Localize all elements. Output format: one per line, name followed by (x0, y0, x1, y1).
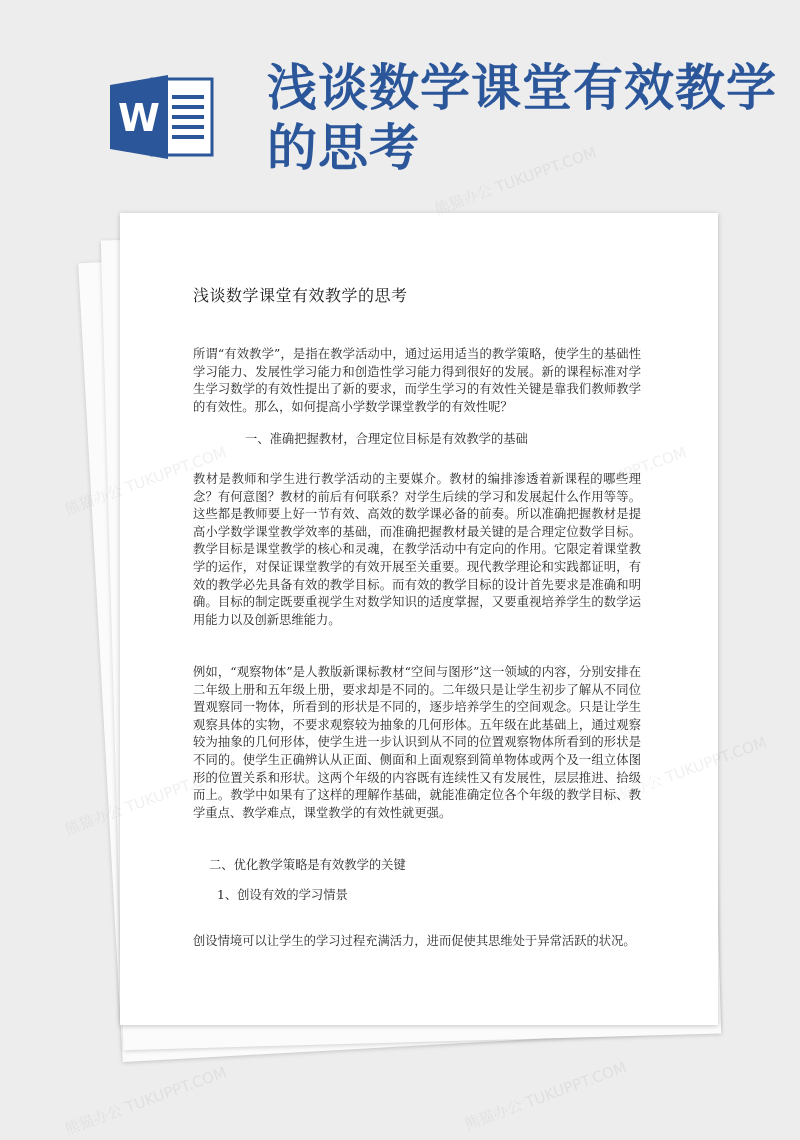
document-title: 浅谈数学课堂有效教学的思考 (193, 286, 408, 305)
watermark: 熊猫办公 TUKUPPT.COM (432, 143, 599, 219)
subsection-heading-1: 1、创设有效的学习情景 (217, 888, 348, 902)
document-page (120, 213, 718, 1025)
banner-title: 浅谈数学课堂有效教学的思考 (267, 59, 777, 177)
paragraph-situation: 创设情境可以让学生的学习过程充满活力，进而促使其思维处于异常活跃的状况。 (193, 934, 636, 948)
section-heading-1: 一、准确把握教材，合理定位目标是有效教学的基础 (245, 432, 528, 446)
svg-text:W: W (118, 96, 160, 140)
paragraph-example: 例如，“观察物体”是人教版新课标教材“空间与图形”这一领域的内容，分别安排在二年级上册和五年级上册，要求却是不同的。二年级只是让学生初步了解从不同位置观察同一物体，所看到的形状是不同的，逐步培养学生的空间观念。只是让学生观察具体的实物，不要求观察较为抽象的几何形体。五年级在此基础上，通过观察较为抽象的几何形体，使学生进一步认识到从不同的位置观察物体所看到的形状是不同的。使学生正确辨认从正面、侧面和上面观察到简单物体或两个及一组立体图形的位置关系和形状。这两个年级的内容既有连续性又有发展性，层层推进、拾级而上。教学中如果有了这样的理解作基础，就能准确定位各个年级的教学目标、教学重点、教学难点，课堂教学的有效性就更强。 (193, 665, 641, 820)
watermark: 熊猫办公 (62, 801, 125, 839)
watermark: 熊猫办公 TUKUPPT.COM (62, 1063, 229, 1139)
watermark: 熊猫办公 TUKUPPT.COM (462, 1058, 629, 1134)
banner (0, 0, 800, 210)
word-document-icon (110, 75, 216, 159)
paragraph-intro: 所谓“有效教学”，是指在教学活动中，通过运用适当的教学策略，使学生的基础性学习能力、发展性学习能力和创造性学习能力得到很好的发展。新的课程标准对学生学习数学的有效性提出了新的要求，而学生学习的有效性关键是靠我们教师教学的有效性。那么，如何提高小学数学课堂教学的有效性呢？ (193, 347, 641, 414)
paragraph-textbook: 教材是教师和学生进行教学活动的主要媒介。教材的编排渗透着新课程的哪些理念？有何意图？教材的前后有何联系？对学生后续的学习和发展起什么作用等等。这些都是教师要上好一节有效、高效的数学课必备的前奏。所以准确把握教材是提高小学数学课堂教学效率的基础，而准确把握教材最关键的是合理定位数学目标。教学目标是课堂教学的核心和灵魂，在教学活动中有定向的作用。它限定着课堂教学的运作，对保证课堂教学的有效开展至关重要。现代教学理论和实践都证明，有效的教学必先具备有效的教学目标。而有效的教学目标的设计首先要求是准确和明确。目标的制定既要重视学生对数学知识的适度掌握，又要重视培养学生的数学运用能力以及创新思维能力。 (193, 472, 641, 627)
section-heading-2: 二、优化教学策略是有效教学的关键 (209, 858, 406, 872)
